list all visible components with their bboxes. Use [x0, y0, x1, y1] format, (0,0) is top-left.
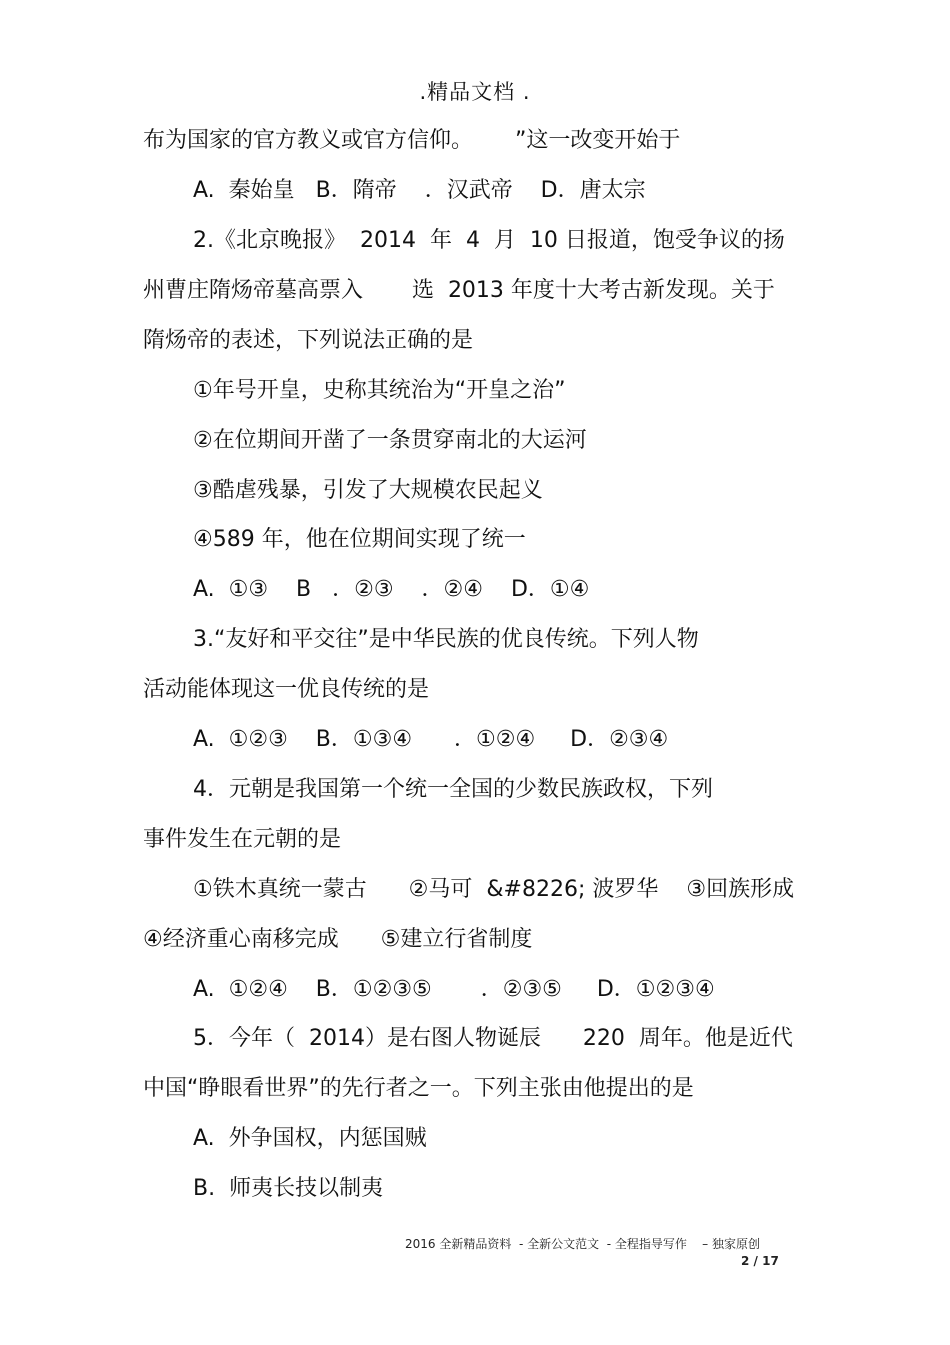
page-header: .精品文档 . — [419, 80, 531, 104]
text-line: 事件发生在元朝的是 — [143, 827, 342, 852]
footer-text: 2016 全新精品资料 - 全新公文范文 - 全程指导写作 – 独家原创 — [405, 1237, 760, 1251]
option-line: A. 外争国权，内惩国贼 — [193, 1126, 427, 1151]
statement-line: ③酷虐残暴，引发了大规模农民起义 — [193, 478, 543, 503]
question-2-line: 2.《北京晚报》 2014 年 4 月 10 日报道，饱受争议的扬 — [193, 228, 785, 253]
text-line: 隋炀帝的表述，下列说法正确的是 — [143, 328, 474, 353]
question-3-line: 3.“友好和平交往”是中华民族的优良传统。下列人物 — [193, 627, 699, 652]
option-line: A. ①③ B ．②③ ．②④ D．①④ — [193, 577, 590, 602]
statement-line: ④589 年，他在位期间实现了统一 — [193, 527, 526, 552]
text-line: 布为国家的官方教义或官方信仰。 ”这一改变开始于 — [143, 128, 681, 153]
statement-line: ④经济重心南移完成 ⑤建立行省制度 — [143, 927, 533, 952]
question-4-line: 4．元朝是我国第一个统一全国的少数民族政权，下列 — [193, 777, 713, 802]
option-line: A. ①②③ B．①③④ ．①②④ D．②③④ — [193, 727, 669, 752]
option-line: A. 秦始皇 B．隋帝 ．汉武帝 D．唐太宗 — [193, 178, 646, 203]
text-line: 州曹庄隋炀帝墓高票入 选 2013 年度十大考古新发现。关于 — [143, 278, 775, 303]
text-line: 中国“睁眼看世界”的先行者之一。下列主张由他提出的是 — [143, 1076, 694, 1101]
text-line: 活动能体现这一优良传统的是 — [143, 677, 430, 702]
option-line: A. ①②④ B．①②③⑤ ．②③⑤ D．①②③④ — [193, 977, 715, 1002]
statement-line: ①铁木真统一蒙古 ②马可 &#8226; 波罗华 ③回族形成 — [193, 877, 795, 902]
page-number: 2 / 17 — [741, 1254, 779, 1268]
option-line: B. 师夷长技以制夷 — [193, 1176, 384, 1201]
question-5-line: 5．今年（ 2014）是右图人物诞辰 220 周年。他是近代 — [193, 1026, 793, 1051]
statement-line: ①年号开皇，史称其统治为“开皇之治” — [193, 378, 566, 403]
statement-line: ②在位期间开凿了一条贯穿南北的大运河 — [193, 428, 587, 453]
